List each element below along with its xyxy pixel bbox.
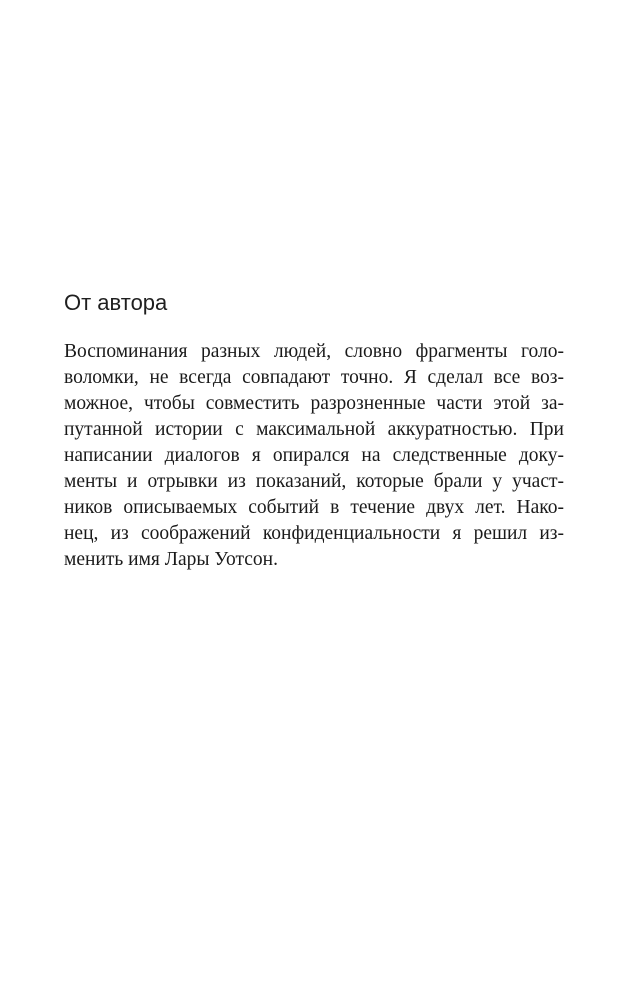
paragraph-line: воломки, не всегда совпадают точно. Я сделал все воз- — [64, 367, 564, 388]
paragraph-line: Воспоминания разных людей, словно фрагменты голо- — [64, 341, 564, 362]
section-heading: От автора — [64, 290, 168, 315]
author-note-paragraph — [64, 339, 564, 573]
paragraph-line: написании диалогов я опирался на следственные доку- — [64, 445, 564, 466]
paragraph-line: менты и отрывки из показаний, которые брали у участ- — [64, 471, 564, 492]
paragraph-line: путанной истории с максимальной аккуратностью. При — [64, 419, 564, 440]
paragraph-line: менить имя Лары Уотсон. — [64, 549, 278, 570]
paragraph-line: ников описываемых событий в течение двух лет. Нако- — [64, 497, 564, 518]
paragraph-line: нец, из соображений конфиденциальности я решил из- — [64, 523, 564, 544]
paragraph-line: можное, чтобы совместить разрозненные части этой за- — [64, 393, 564, 414]
